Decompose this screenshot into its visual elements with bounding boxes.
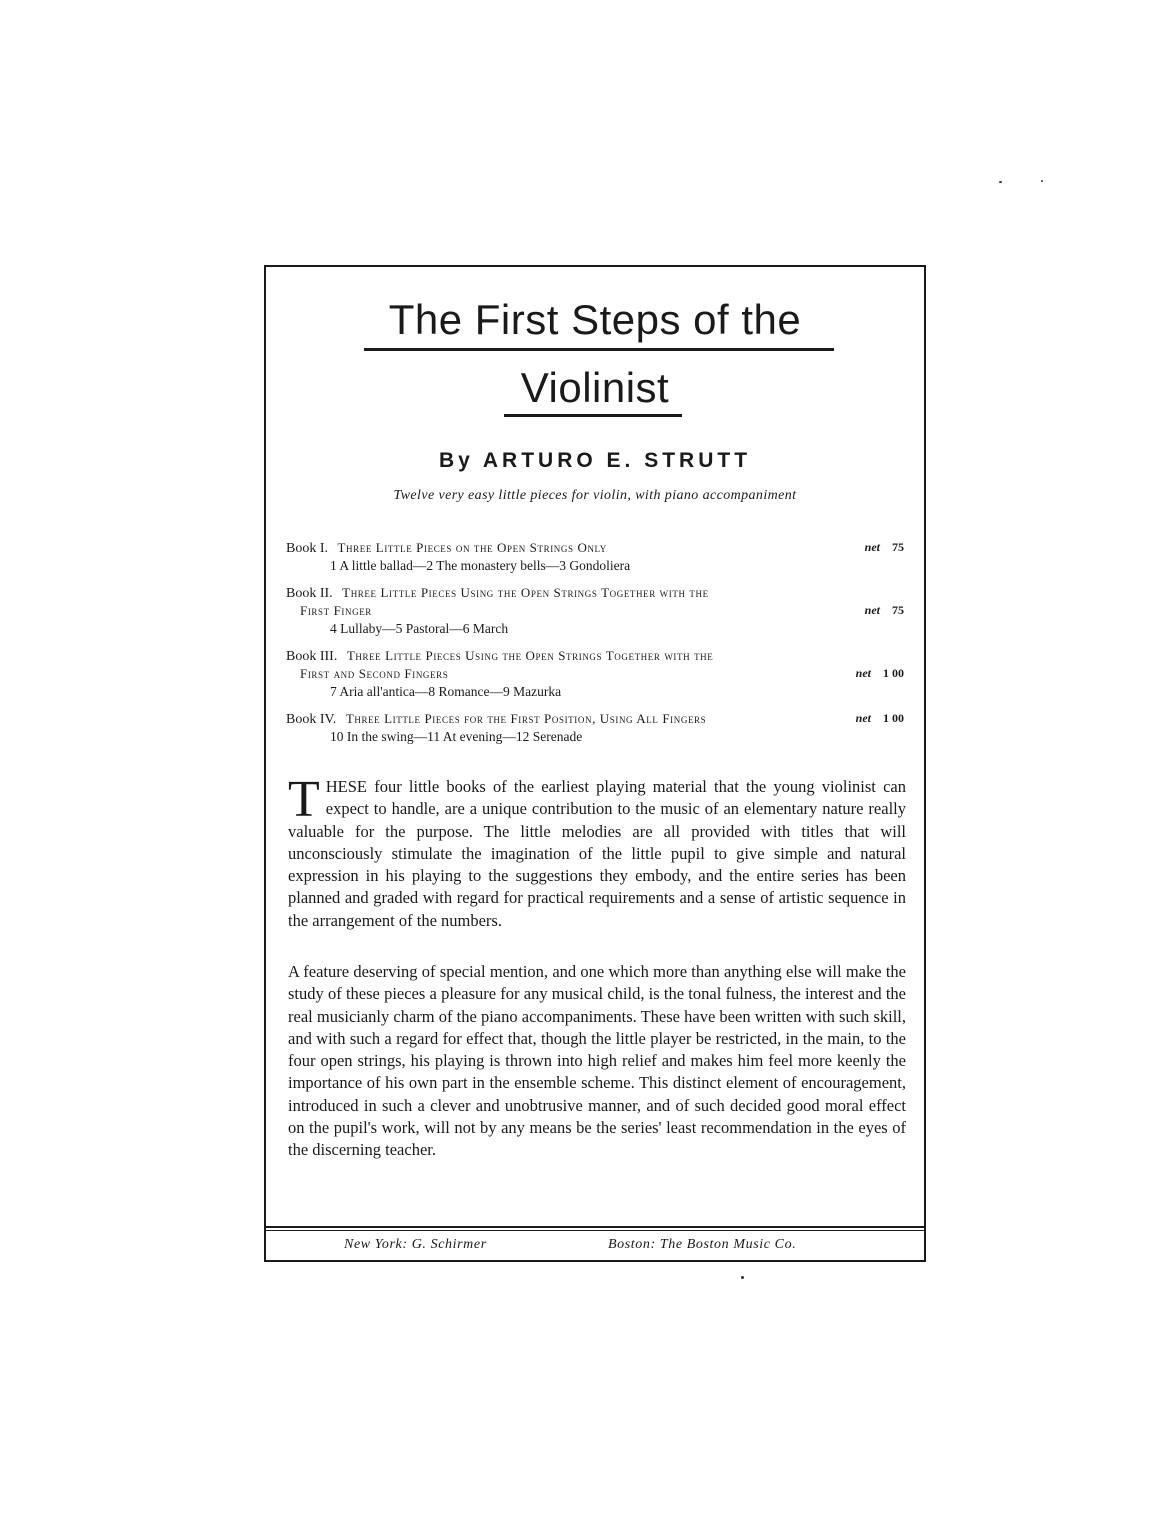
book-entry <box>286 584 904 637</box>
scan-speck <box>1041 180 1043 182</box>
price-value: 1 00 <box>883 711 904 725</box>
book-price <box>834 602 904 620</box>
book-label: Book IV. <box>286 712 337 727</box>
footer-rule <box>266 1226 924 1228</box>
book-price <box>834 665 904 683</box>
net-label: net <box>855 711 871 725</box>
net-label: net <box>864 540 880 554</box>
price-value: 75 <box>892 603 904 617</box>
book-pieces: 10 In the swing—11 At evening—12 Serenade <box>330 729 583 744</box>
footer-rule-thin <box>266 1230 924 1231</box>
book-label: Book I. <box>286 541 328 556</box>
author-byline: By ARTURO E. STRUTT <box>438 449 752 472</box>
page-title-line-1: The First Steps of the <box>388 296 802 343</box>
advertisement-frame <box>264 265 926 1262</box>
title-underline-2 <box>504 414 682 417</box>
description-paragraph-1 <box>288 771 906 932</box>
book-entry <box>286 647 904 700</box>
book-entry <box>286 539 904 574</box>
drop-cap: T <box>288 771 320 828</box>
title-underline-1 <box>364 348 834 351</box>
book-description-continued: First Finger <box>300 603 372 618</box>
description-paragraph-2: A feature deserving of special mention, and one which more than anything else will make the study of these pieces a pleasure for any musical child, is the tonal fulness, the interest and the real musicianly charm of the piano accompaniments. These have been written with such skill, and with such a regard for effect that, though the little player be restricted, in the main, to the four open strings, his playing is thrown into high relief and makes him feel more keenly the importance of his own part in the ensemble scheme. This distinct element of encouragement, introduced in such a clever and unobtrusive manner, and of such decided good moral effect on the pupil's work, will not by any means be the series' least recommendation in the eyes of the discerning teacher. <box>288 962 906 1160</box>
book-description: Three Little Pieces Using the Open Strings Together with the <box>342 585 709 600</box>
price-value: 75 <box>892 540 904 554</box>
book-pieces: 1 A little ballad—2 The monastery bells—3 Gondoliera <box>330 558 631 573</box>
net-label: net <box>855 666 871 680</box>
price-value: 1 00 <box>883 666 904 680</box>
book-description-continued: First and Second Fingers <box>300 666 449 681</box>
book-entry <box>286 710 904 745</box>
book-price <box>834 710 904 728</box>
page-title-line-2: Violinist <box>520 364 670 411</box>
subtitle: Twelve very easy little pieces for violin, with piano accompaniment <box>393 488 797 503</box>
book-label: Book III. <box>286 649 338 664</box>
book-pieces: 7 Aria all'antica—8 Romance—9 Mazurka <box>330 684 562 699</box>
paragraph-1-text: HESE four little books of the earliest playing material that the young violinist can expect to handle, are a unique contribution to the music of an elementary nature really valuable for the purpose. The little melodies are all provided with titles that will unconsciously stimulate the imagination of the little pupil to give simple and natural expression in his playing to the suggestions they embody, and the entire series has been planned and graded with regard for practical requirements and a sense of artistic sequence in the arrangement of the numbers. <box>288 777 906 930</box>
book-label: Book II. <box>286 586 333 601</box>
book-list <box>286 539 904 755</box>
publisher-boston: Boston: The Boston Music Co. <box>608 1237 797 1252</box>
scan-speck <box>999 181 1002 183</box>
book-description: Three Little Pieces for the First Position, Using All Fingers <box>345 711 707 726</box>
scan-speck <box>741 1276 744 1279</box>
book-description: Three Little Pieces Using the Open Strings Together with the <box>346 648 714 663</box>
book-description: Three Little Pieces on the Open Strings Only <box>337 540 607 555</box>
book-price <box>834 539 904 557</box>
book-pieces: 4 Lullaby—5 Pastoral—6 March <box>330 621 509 636</box>
net-label: net <box>864 603 880 617</box>
publisher-new-york: New York: G. Schirmer <box>344 1237 487 1252</box>
